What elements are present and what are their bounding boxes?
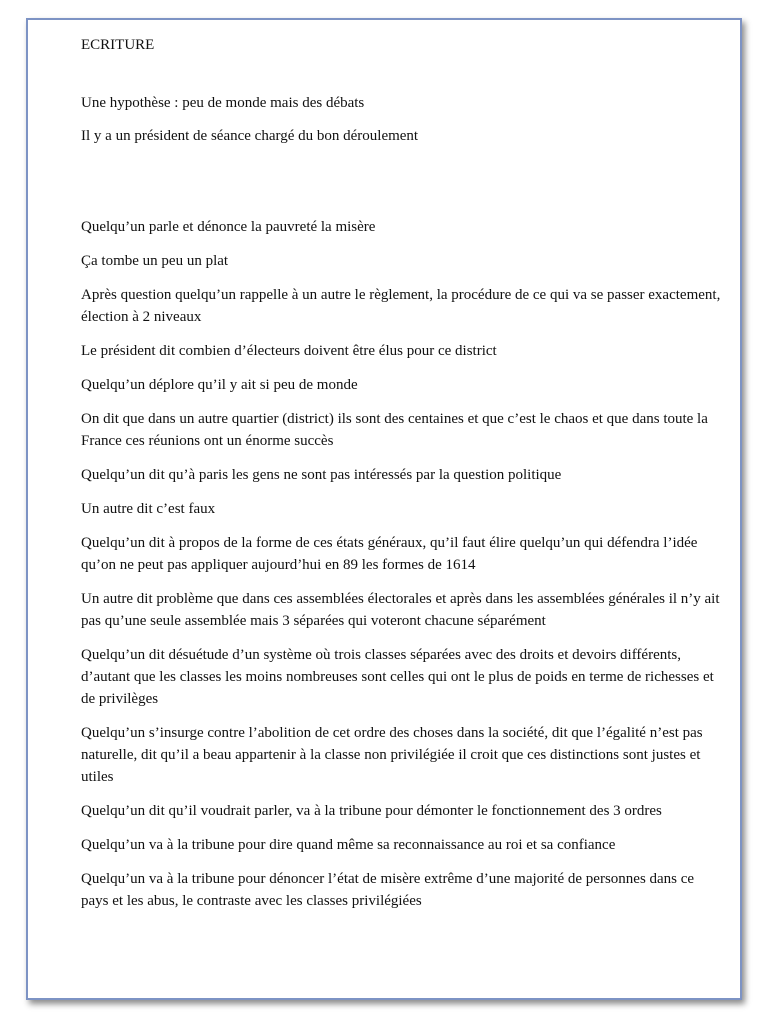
document-page (26, 18, 742, 1000)
note-paragraph: Quelqu’un dit qu’il voudrait parler, va à la tribune pour démonter le fonctionnement des 3 ordres (81, 803, 662, 819)
note-paragraph: Quelqu’un dit qu’à paris les gens ne sont pas intéressés par la question politique (81, 467, 562, 483)
note-paragraph: Quelqu’un va à la tribune pour dire quand même sa reconnaissance au roi et sa confiance (81, 837, 616, 853)
note-paragraph: Le président dit combien d’électeurs doivent être élus pour ce district (81, 343, 497, 359)
note-paragraph: Quelqu’un s’insurge contre l’abolition de cet ordre des choses dans la société, dit que l’égalité n’est pas naturelle, dit qu’il a beau appartenir à la classe non privilégiée il croit que ces distinctions sont justes et utiles (81, 725, 703, 785)
intro-line: Il y a un président de séance chargé du bon déroulement (81, 128, 419, 144)
note-paragraph: Quelqu’un dit désuétude d’un système où trois classes séparées avec des droits et devoirs différents, d’autant que les classes les moins nombreuses sont celles qui ont le plus de poids en terme de richesses et de privilèges (81, 647, 714, 707)
intro-line: Une hypothèse : peu de monde mais des débats (81, 95, 365, 111)
intro-section (81, 92, 721, 147)
note-paragraph: Un autre dit problème que dans ces assemblées électorales et après dans les assemblées générales il n’y ait pas qu’une seule assemblée mais 3 séparées qui voteront chacune séparément (81, 591, 720, 629)
notes-section (81, 216, 721, 912)
note-paragraph: On dit que dans un autre quartier (district) ils sont des centaines et que c’est le chaos et que dans toute la France ces réunions ont un énorme succès (81, 411, 708, 449)
document-title: ECRITURE (81, 37, 155, 53)
note-paragraph: Ça tombe un peu un plat (81, 253, 229, 269)
note-paragraph: Quelqu’un parle et dénonce la pauvreté la misère (81, 219, 376, 235)
note-paragraph: Quelqu’un dit à propos de la forme de ces états généraux, qu’il faut élire quelqu’un qui défendra l’idée qu’on ne peut pas appliquer aujourd’hui en 89 les formes de 1614 (81, 535, 698, 573)
note-paragraph: Quelqu’un va à la tribune pour dénoncer l’état de misère extrême d’une majorité de personnes dans ce pays et les abus, le contraste avec les classes privilégiées (81, 871, 695, 909)
note-paragraph: Après question quelqu’un rappelle à un autre le règlement, la procédure de ce qui va se passer exactement, élection à 2 niveaux (81, 287, 721, 325)
note-paragraph: Quelqu’un déplore qu’il y ait si peu de monde (81, 377, 358, 393)
note-paragraph: Un autre dit c’est faux (81, 501, 216, 517)
document-body (81, 34, 721, 924)
